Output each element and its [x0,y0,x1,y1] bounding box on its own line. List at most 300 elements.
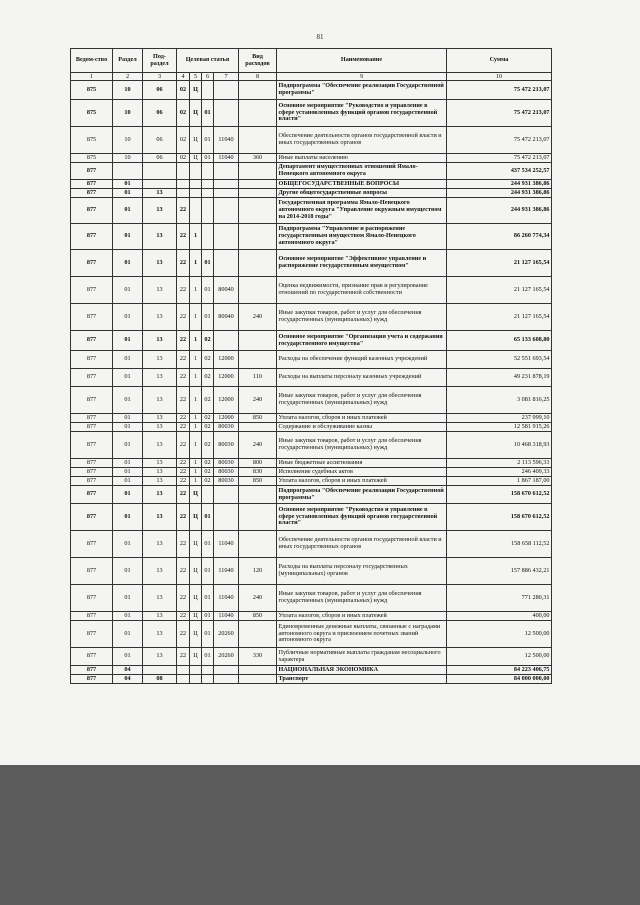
cell-podrazdel: 13 [143,414,177,423]
cell-cs-event: 02 [202,369,214,387]
cell-cs-event: 01 [202,558,214,585]
cell-cs-event: 01 [202,612,214,621]
cell-sum: 10 468 318,93 [447,432,552,459]
cell-ved: 877 [71,504,113,531]
cell-cs-event: 01 [202,154,214,163]
cell-podrazdel: 13 [143,486,177,504]
cell-cs-subprogram [190,163,202,180]
cell-vid-rashodov [239,277,277,304]
cell-ved: 877 [71,585,113,612]
cell-cs-direction: 12000 [214,351,239,369]
cell-cs-event [202,224,214,250]
cell-cs-event: 01 [202,504,214,531]
cell-name: Основное мероприятие "Эффективное управление и распоряжение государственным имуществом" [277,250,447,277]
cell-sum: 84 000 000,00 [447,675,552,684]
cell-vid-rashodov: 800 [239,459,277,468]
cell-cs-event: 01 [202,621,214,648]
cell-cs-direction: 12000 [214,414,239,423]
cell-ved: 877 [71,648,113,666]
cell-ved: 877 [71,198,113,224]
cell-cs-subprogram: 1 [190,459,202,468]
cell-razdel: 01 [113,387,143,414]
cell-cs-direction: 11040 [214,612,239,621]
cell-cs-subprogram: Ц [190,100,202,127]
table-row [71,504,552,531]
cell-cs-direction [214,189,239,198]
cell-sum: 237 999,10 [447,414,552,423]
cell-podrazdel: 13 [143,531,177,558]
table-row [71,558,552,585]
cell-cs-direction [214,180,239,189]
cell-sum: 157 886 432,21 [447,558,552,585]
column-number-row [71,73,552,81]
cell-ved: 877 [71,224,113,250]
cell-ved: 877 [71,351,113,369]
cell-name: Содержание и обслуживание казны [277,423,447,432]
cell-ved: 877 [71,331,113,351]
cell-vid-rashodov: 850 [239,612,277,621]
cell-vid-rashodov: 110 [239,369,277,387]
cell-sum: 12 581 915,26 [447,423,552,432]
cell-sum: 86 260 774,34 [447,224,552,250]
cell-razdel: 01 [113,189,143,198]
table-row [71,621,552,648]
cell-cs-event [202,486,214,504]
cell-podrazdel: 13 [143,189,177,198]
cell-cs-subprogram: Ц [190,585,202,612]
cell-name: Иные выплаты населению [277,154,447,163]
cell-cs-program: 22 [177,468,190,477]
cell-razdel: 01 [113,224,143,250]
cell-ved: 877 [71,163,113,180]
cell-vid-rashodov [239,331,277,351]
table-row [71,180,552,189]
cell-cs-subprogram: 1 [190,369,202,387]
cell-cs-direction: 80030 [214,459,239,468]
table-row [71,531,552,558]
col-number: 3 [143,73,177,81]
cell-podrazdel: 13 [143,387,177,414]
cell-ved: 875 [71,154,113,163]
cell-cs-event: 01 [202,304,214,331]
table-row [71,675,552,684]
cell-cs-event: 01 [202,100,214,127]
cell-sum: 21 127 165,54 [447,277,552,304]
table-row [71,224,552,250]
cell-cs-subprogram [190,189,202,198]
cell-cs-direction [214,486,239,504]
header-sum: Сумма [447,49,552,73]
col-number: 2 [113,73,143,81]
cell-razdel: 01 [113,477,143,486]
cell-cs-event [202,163,214,180]
cell-name: Обеспечение деятельности органов государственной власти и иных государственных органов [277,127,447,154]
cell-podrazdel: 13 [143,304,177,331]
cell-cs-program: 22 [177,369,190,387]
cell-podrazdel: 13 [143,468,177,477]
cell-cs-program: 22 [177,612,190,621]
cell-sum: 65 133 608,80 [447,331,552,351]
page-number: 81 [316,33,324,41]
table-row [71,648,552,666]
col-number: 4 [177,73,190,81]
cell-razdel: 01 [113,351,143,369]
cell-razdel: 01 [113,180,143,189]
cell-vid-rashodov: 830 [239,468,277,477]
cell-vid-rashodov: 360 [239,154,277,163]
cell-vid-rashodov [239,675,277,684]
cell-name: Единовременные денежные выплаты, связанные с наградами автономного округа и присвоением почетных званий автономного округа [277,621,447,648]
cell-cs-program [177,180,190,189]
cell-razdel: 01 [113,531,143,558]
cell-podrazdel: 13 [143,585,177,612]
header-name: Наименование [277,49,447,73]
cell-ved: 875 [71,100,113,127]
cell-vid-rashodov [239,666,277,675]
table-row [71,100,552,127]
table-row [71,163,552,180]
cell-podrazdel: 13 [143,621,177,648]
cell-cs-subprogram: Ц [190,486,202,504]
cell-razdel: 01 [113,198,143,224]
cell-cs-subprogram [190,675,202,684]
cell-cs-direction [214,198,239,224]
cell-sum: 244 931 386,86 [447,189,552,198]
cell-sum: 158 670 612,52 [447,486,552,504]
cell-cs-event: 01 [202,277,214,304]
cell-cs-program: 22 [177,459,190,468]
cell-ved: 877 [71,675,113,684]
cell-vid-rashodov [239,198,277,224]
cell-vid-rashodov: 240 [239,304,277,331]
cell-cs-program: 22 [177,198,190,224]
cell-sum: 158 670 612,52 [447,504,552,531]
table-row [71,331,552,351]
cell-name: Расходы на выплаты персоналу государственных (муниципальных) органов [277,558,447,585]
table-row [71,612,552,621]
cell-podrazdel: 13 [143,369,177,387]
cell-razdel: 01 [113,331,143,351]
cell-razdel: 04 [113,675,143,684]
table-row [71,127,552,154]
cell-cs-subprogram: Ц [190,531,202,558]
col-number: 1 [71,73,113,81]
cell-cs-subprogram: Ц [190,648,202,666]
cell-cs-direction [214,224,239,250]
cell-cs-event: 02 [202,414,214,423]
cell-cs-subprogram: 1 [190,331,202,351]
cell-razdel: 01 [113,648,143,666]
cell-ved: 877 [71,531,113,558]
cell-name: Подпрограмма "Управление и распоряжение государственным имуществом Ямало-Ненецкого автономного округа" [277,224,447,250]
cell-podrazdel: 06 [143,81,177,100]
header-podrazdel: Под-раздел [143,49,177,73]
cell-ved: 877 [71,414,113,423]
cell-cs-direction [214,250,239,277]
cell-vid-rashodov: 240 [239,432,277,459]
cell-cs-event: 02 [202,351,214,369]
cell-cs-program: 02 [177,81,190,100]
cell-vid-rashodov [239,486,277,504]
cell-vid-rashodov [239,81,277,100]
cell-razdel: 04 [113,666,143,675]
cell-name: Оценка недвижимости, признание прав и регулирование отношений по государственной собственности [277,277,447,304]
cell-sum: 12 500,00 [447,648,552,666]
cell-razdel: 01 [113,459,143,468]
cell-cs-direction: 11040 [214,531,239,558]
cell-cs-program: 22 [177,277,190,304]
cell-cs-event: 02 [202,468,214,477]
cell-name: Уплата налогов, сборов и иных платежей [277,477,447,486]
cell-name: Департамент имущественных отношений Ямало-Ненецкого автономного округа [277,163,447,180]
cell-cs-subprogram [190,198,202,224]
cell-cs-direction: 11040 [214,154,239,163]
cell-podrazdel: 13 [143,351,177,369]
cell-cs-subprogram: Ц [190,612,202,621]
cell-cs-program: 22 [177,621,190,648]
cell-podrazdel: 06 [143,127,177,154]
cell-vid-rashodov: 240 [239,585,277,612]
cell-cs-direction: 80030 [214,468,239,477]
cell-ved: 877 [71,558,113,585]
cell-cs-subprogram: 1 [190,304,202,331]
col-number: 6 [202,73,214,81]
cell-podrazdel: 13 [143,612,177,621]
cell-ved: 877 [71,277,113,304]
cell-podrazdel: 13 [143,423,177,432]
table-row [71,198,552,224]
col-number: 7 [214,73,239,81]
cell-name: Другие общегосударственные вопросы [277,189,447,198]
cell-vid-rashodov [239,180,277,189]
cell-cs-subprogram [190,666,202,675]
cell-vid-rashodov [239,163,277,180]
cell-sum: 75 472 213,07 [447,154,552,163]
cell-sum: 49 231 878,19 [447,369,552,387]
cell-cs-direction: 80030 [214,432,239,459]
cell-ved: 877 [71,369,113,387]
table-row [71,477,552,486]
cell-vid-rashodov [239,250,277,277]
cell-razdel: 10 [113,127,143,154]
cell-ved: 877 [71,612,113,621]
col-number: 5 [190,73,202,81]
header-ved: Ведом-ство [71,49,113,73]
cell-sum: 400,00 [447,612,552,621]
col-number: 10 [447,73,552,81]
cell-name: ОБЩЕГОСУДАРСТВЕННЫЕ ВОПРОСЫ [277,180,447,189]
cell-razdel: 01 [113,423,143,432]
cell-cs-program: 02 [177,100,190,127]
header-row [71,49,552,73]
cell-name: НАЦИОНАЛЬНАЯ ЭКОНОМИКА [277,666,447,675]
cell-cs-direction: 80030 [214,423,239,432]
table-row [71,189,552,198]
cell-cs-program: 22 [177,432,190,459]
cell-cs-subprogram: Ц [190,558,202,585]
header-celevaya: Целевая статья [177,49,239,73]
cell-cs-program: 02 [177,154,190,163]
cell-cs-program [177,675,190,684]
cell-cs-program: 22 [177,558,190,585]
cell-cs-program: 22 [177,648,190,666]
cell-name: Уплата налогов, сборов и иных платежей [277,612,447,621]
cell-razdel: 01 [113,414,143,423]
cell-razdel: 01 [113,558,143,585]
cell-cs-event: 01 [202,585,214,612]
cell-vid-rashodov [239,423,277,432]
cell-ved: 877 [71,468,113,477]
cell-cs-subprogram: 1 [190,468,202,477]
cell-sum: 21 127 165,54 [447,304,552,331]
cell-name: Расходы на выплаты персоналу казенных учреждений [277,369,447,387]
cell-name: Иные закупки товаров, работ и услуг для обеспечения государственных (муниципальных) нужд [277,387,447,414]
cell-vid-rashodov [239,504,277,531]
cell-razdel: 01 [113,277,143,304]
cell-podrazdel: 13 [143,504,177,531]
cell-cs-program [177,163,190,180]
cell-cs-program: 02 [177,127,190,154]
cell-cs-event: 01 [202,648,214,666]
cell-sum: 75 472 213,07 [447,81,552,100]
cell-name: Иные закупки товаров, работ и услуг для обеспечения государственных (муниципальных) нужд [277,432,447,459]
cell-vid-rashodov: 850 [239,477,277,486]
cell-sum: 246 409,33 [447,468,552,477]
cell-podrazdel: 06 [143,100,177,127]
cell-cs-direction: 80040 [214,304,239,331]
cell-cs-event: 02 [202,423,214,432]
cell-sum: 1 867 187,00 [447,477,552,486]
cell-cs-direction: 11040 [214,558,239,585]
cell-ved: 877 [71,459,113,468]
cell-cs-direction: 20260 [214,648,239,666]
cell-name: Основное мероприятие "Организация учета и содержания государственного имущества" [277,331,447,351]
cell-ved: 877 [71,387,113,414]
cell-cs-event [202,675,214,684]
cell-cs-program: 22 [177,224,190,250]
budget-table [70,48,552,684]
cell-vid-rashodov [239,224,277,250]
table-row [71,351,552,369]
cell-cs-direction: 11040 [214,585,239,612]
cell-ved: 877 [71,180,113,189]
cell-sum: 2 113 596,33 [447,459,552,468]
cell-cs-subprogram: 1 [190,351,202,369]
cell-cs-program: 22 [177,331,190,351]
cell-razdel: 01 [113,504,143,531]
cell-vid-rashodov [239,189,277,198]
cell-ved: 877 [71,189,113,198]
cell-ved: 877 [71,304,113,331]
cell-vid-rashodov [239,621,277,648]
cell-cs-direction [214,331,239,351]
cell-vid-rashodov [239,100,277,127]
cell-cs-event [202,189,214,198]
cell-razdel: 01 [113,250,143,277]
cell-cs-subprogram: 1 [190,387,202,414]
cell-name: Обеспечение деятельности органов государственной власти и иных государственных органов [277,531,447,558]
cell-cs-event: 01 [202,127,214,154]
cell-ved: 877 [71,250,113,277]
cell-podrazdel: 13 [143,459,177,468]
cell-podrazdel: 13 [143,558,177,585]
cell-cs-event: 02 [202,387,214,414]
cell-razdel [113,163,143,180]
cell-sum: 771 280,31 [447,585,552,612]
cell-name: Подпрограмма "Обеспечение реализации Государственной программы" [277,486,447,504]
cell-razdel: 10 [113,154,143,163]
cell-podrazdel: 08 [143,675,177,684]
cell-cs-subprogram: Ц [190,81,202,100]
cell-sum: 244 931 386,86 [447,180,552,189]
cell-name: Расходы на обеспечение функций казенных учреждений [277,351,447,369]
header-razdel: Раздел [113,49,143,73]
cell-name: Исполнение судебных актов [277,468,447,477]
cell-podrazdel: 13 [143,250,177,277]
cell-sum: 21 127 165,54 [447,250,552,277]
cell-cs-subprogram: 1 [190,432,202,459]
cell-cs-event [202,81,214,100]
cell-cs-program: 22 [177,423,190,432]
cell-cs-direction [214,100,239,127]
cell-name: Подпрограмма "Обеспечение реализации Государственной программы" [277,81,447,100]
cell-cs-event: 01 [202,531,214,558]
cell-cs-event: 02 [202,432,214,459]
cell-ved: 875 [71,127,113,154]
cell-cs-event: 02 [202,459,214,468]
cell-razdel: 01 [113,585,143,612]
table-row [71,387,552,414]
cell-podrazdel: 13 [143,477,177,486]
cell-razdel: 10 [113,100,143,127]
cell-sum: 12 500,00 [447,621,552,648]
cell-sum: 75 472 213,07 [447,127,552,154]
cell-cs-direction [214,675,239,684]
cell-cs-program: 22 [177,585,190,612]
cell-cs-program: 22 [177,531,190,558]
cell-cs-subprogram: Ц [190,127,202,154]
cell-name: Иные закупки товаров, работ и услуг для обеспечения государственных (муниципальных) нужд [277,585,447,612]
cell-sum: 244 931 386,86 [447,198,552,224]
table-row [71,304,552,331]
cell-cs-subprogram: 1 [190,414,202,423]
cell-sum: 75 472 213,07 [447,100,552,127]
table-row [71,432,552,459]
header-vid: Вид расходов [239,49,277,73]
cell-cs-direction: 12000 [214,369,239,387]
cell-ved: 877 [71,432,113,459]
cell-podrazdel: 13 [143,331,177,351]
cell-razdel: 10 [113,81,143,100]
cell-ved: 877 [71,486,113,504]
cell-razdel: 01 [113,304,143,331]
cell-ved: 877 [71,666,113,675]
table-row [71,414,552,423]
cell-cs-direction: 11040 [214,127,239,154]
cell-razdel: 01 [113,432,143,459]
cell-cs-event: 02 [202,477,214,486]
cell-sum: 84 223 406,75 [447,666,552,675]
cell-razdel: 01 [113,621,143,648]
cell-sum: 3 081 816,25 [447,387,552,414]
cell-name: Уплата налогов, сборов и иных платежей [277,414,447,423]
table-body [71,81,552,684]
cell-cs-program: 22 [177,387,190,414]
table-row [71,486,552,504]
cell-podrazdel: 13 [143,198,177,224]
cell-razdel: 01 [113,468,143,477]
cell-ved: 877 [71,423,113,432]
